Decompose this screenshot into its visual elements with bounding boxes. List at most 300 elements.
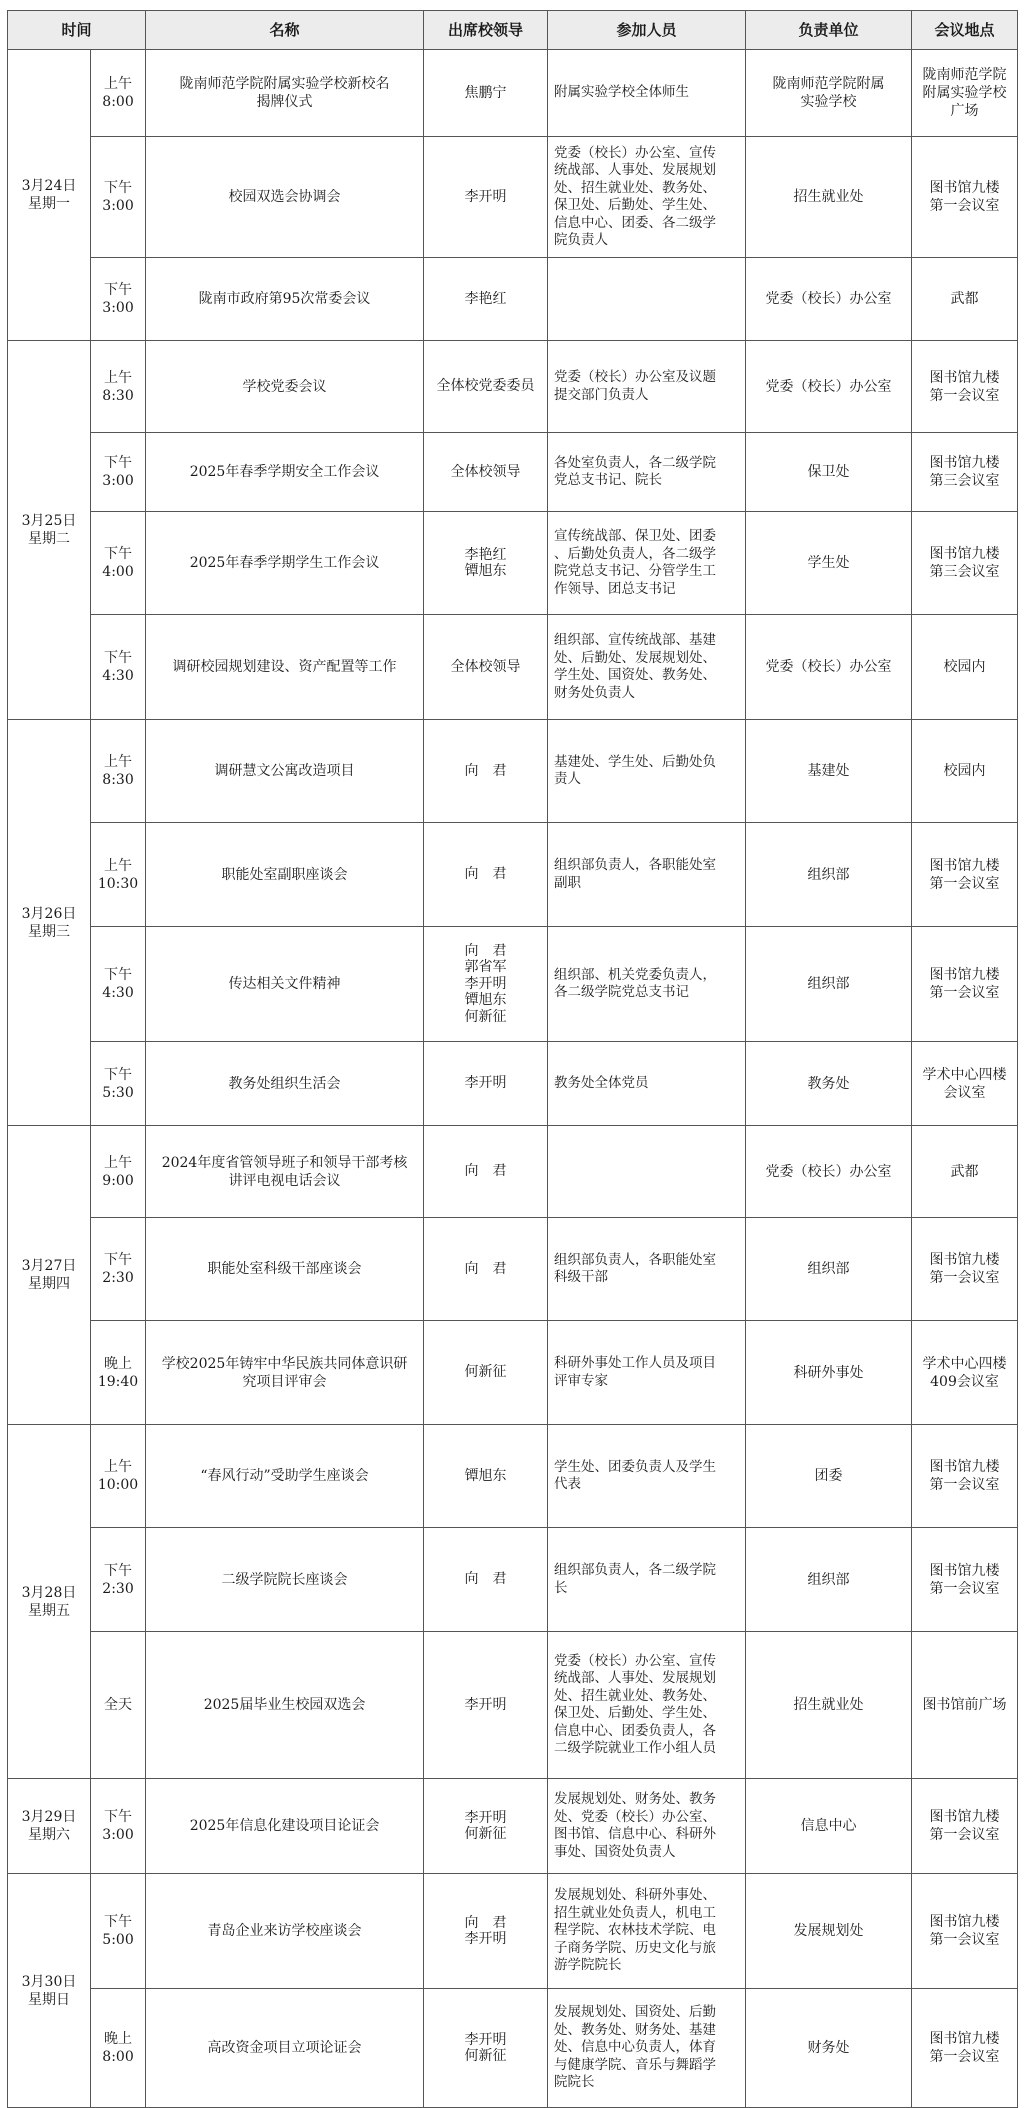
meeting-name-cell-line: 2025年信息化建设项目论证会 — [189, 1818, 380, 1834]
location-cell — [912, 1989, 1018, 2108]
location-cell-line: 409会议室 — [930, 1373, 999, 1390]
date-cell-line: 星期六 — [28, 1827, 70, 1843]
participants-cell-line: 保卫处、后勤处、学生处、 — [554, 197, 717, 213]
date-cell — [8, 50, 91, 341]
participants-cell-line: 学生处、团委负责人及学生 — [554, 1458, 717, 1475]
time-cell — [91, 433, 146, 512]
participants-cell-line: 二级学院就业工作小组人员 — [554, 1740, 717, 1756]
meeting-name-cell-line: “春风行动”受助学生座谈会 — [200, 1468, 369, 1484]
time-cell-line: 晚上 — [104, 1355, 132, 1372]
location-cell-line: 图书馆九楼 — [929, 1252, 1000, 1268]
meeting-name-cell — [146, 1989, 424, 2108]
time-cell-line: 8:00 — [102, 94, 134, 110]
time-cell — [91, 512, 146, 615]
table-row — [8, 1989, 1018, 2108]
participants-cell-line: 院负责人 — [554, 232, 609, 248]
meeting-name-cell-line: 二级学院院长座谈会 — [221, 1571, 348, 1588]
meeting-name-cell-line: 调研校园规划建设、资产配置等工作 — [172, 659, 397, 675]
responsible-unit-cell-line: 党委（校长）办公室 — [765, 1163, 892, 1180]
attending-leader-cell — [424, 137, 548, 258]
time-cell — [91, 1528, 146, 1632]
time-cell-line: 5:30 — [102, 1084, 134, 1101]
location-cell-line: 图书馆九楼 — [929, 1914, 1000, 1930]
meeting-name-cell — [146, 1528, 424, 1632]
time-cell-line: 10:00 — [97, 1477, 139, 1493]
responsible-unit-cell — [746, 258, 912, 341]
attending-leader-cell-line: 向 君 — [464, 866, 507, 883]
attending-leader-cell-line: 全体校领导 — [450, 658, 521, 675]
responsible-unit-cell-line: 招生就业处 — [793, 1697, 864, 1713]
meeting-name-cell-line: 学校2025年铸牢中华民族共同体意识研 — [161, 1355, 408, 1372]
time-cell-line: 下午 — [104, 967, 132, 983]
date-cell-line: 3月30日 — [21, 1973, 77, 1990]
responsible-unit-cell — [746, 50, 912, 137]
attending-leader-cell-line: 向 君 — [464, 1571, 507, 1588]
time-cell — [91, 615, 146, 720]
responsible-unit-cell-line: 党委（校长）办公室 — [765, 291, 892, 307]
meeting-name-cell-line: 2025年春季学期学生工作会议 — [189, 555, 380, 571]
responsible-unit-cell-line: 科研外事处 — [793, 1364, 864, 1381]
participants-cell — [548, 258, 746, 341]
location-cell-line: 第三会议室 — [929, 564, 1000, 580]
attending-leader-cell — [424, 1632, 548, 1779]
meeting-name-cell-line: 调研慧文公寓改造项目 — [214, 763, 355, 779]
time-cell-line: 8:00 — [102, 2049, 134, 2065]
participants-cell-line: 组织部负责人，各职能处室 — [554, 1251, 717, 1268]
participants-cell-line: 各二级学院党总支书记 — [554, 984, 690, 1000]
date-cell-line: 星期日 — [28, 1991, 70, 2008]
participants-cell-line: 代表 — [554, 1476, 582, 1492]
responsible-unit-cell — [746, 1989, 912, 2108]
location-cell — [912, 1779, 1018, 1874]
responsible-unit-cell-line: 教务处 — [807, 1075, 850, 1092]
date-cell — [8, 1874, 91, 2108]
attending-leader-cell-line: 镡旭东 — [464, 992, 507, 1009]
date-cell — [8, 1126, 91, 1425]
time-cell-line: 3:00 — [102, 300, 134, 316]
time-cell-line: 3:00 — [102, 198, 134, 214]
time-cell — [91, 341, 146, 433]
meeting-name-cell-line: 职能处室科级干部座谈会 — [207, 1261, 362, 1277]
participants-cell-line: 事处、国资处负责人 — [554, 1843, 676, 1860]
date-cell — [8, 720, 91, 1126]
participants-cell-line: 院院长 — [554, 2074, 595, 2091]
responsible-unit-cell — [746, 1528, 912, 1632]
location-cell — [912, 1218, 1018, 1321]
attending-leader-cell-line: 李开明 — [464, 2031, 507, 2048]
location-cell-line: 第一会议室 — [929, 1932, 1000, 1948]
attending-leader-cell — [424, 1874, 548, 1989]
attending-leader-cell — [424, 50, 548, 137]
table-row — [8, 1632, 1018, 1779]
participants-cell-line: 处、后勤处、发展规划处、 — [554, 649, 717, 666]
meeting-name-cell — [146, 1874, 424, 1989]
responsible-unit-cell — [746, 1042, 912, 1126]
location-cell-line: 图书馆九楼 — [929, 546, 1000, 562]
location-cell-line: 校园内 — [943, 763, 986, 779]
meeting-name-cell — [146, 720, 424, 823]
location-cell — [912, 1042, 1018, 1126]
time-cell — [91, 1042, 146, 1126]
participants-cell-line: 发展规划处、国资处、后勤 — [554, 2004, 717, 2021]
participants-cell-line: 评审专家 — [554, 1372, 609, 1389]
time-cell — [91, 137, 146, 258]
meeting-name-cell — [146, 1779, 424, 1874]
location-cell-line: 图书馆九楼 — [929, 1809, 1000, 1825]
meeting-name-cell — [146, 50, 424, 137]
meeting-name-cell — [146, 1321, 424, 1425]
participants-cell-line: 统战部、人事处、发展规划 — [554, 162, 717, 178]
table-row — [8, 50, 1018, 137]
meeting-name-cell-line: 2025年春季学期安全工作会议 — [189, 464, 380, 480]
location-cell-line: 第一会议室 — [929, 198, 1000, 214]
meeting-name-cell-line: 教务处组织生活会 — [228, 1075, 341, 1092]
time-cell — [91, 1874, 146, 1989]
attending-leader-cell-line: 李开明 — [464, 1696, 507, 1713]
date-cell-line: 3月28日 — [21, 1584, 77, 1601]
attending-leader-cell-line: 全体校党委委员 — [436, 378, 535, 395]
meeting-name-cell-line: 究项目评审会 — [242, 1373, 327, 1390]
attending-leader-cell-line: 何新征 — [464, 1008, 507, 1025]
location-cell — [912, 1321, 1018, 1425]
location-cell-line: 图书馆前广场 — [922, 1697, 1007, 1713]
participants-cell-line: 责人 — [554, 771, 582, 787]
participants-cell — [548, 341, 746, 433]
time-cell-line: 下午 — [104, 546, 132, 562]
date-cell-line: 星期三 — [28, 923, 70, 940]
participants-cell-line: 组织部负责人，各二级学院 — [554, 1562, 717, 1578]
attending-leader-cell — [424, 1425, 548, 1528]
location-cell — [912, 137, 1018, 258]
time-cell — [91, 1126, 146, 1218]
location-cell-line: 校园内 — [943, 659, 986, 675]
participants-cell-line: 组织部、宣传统战部、基建 — [554, 632, 717, 648]
participants-cell-line: 基建处、学生处、后勤处负 — [554, 753, 717, 770]
responsible-unit-cell-line: 信息中心 — [800, 1818, 857, 1834]
attending-leader-cell-line: 全体校领导 — [450, 463, 521, 480]
responsible-unit-cell — [746, 1632, 912, 1779]
participants-cell — [548, 1218, 746, 1321]
participants-cell-line: 处、信息中心负责人，体育 — [554, 2039, 717, 2056]
attending-leader-cell — [424, 1779, 548, 1874]
participants-cell-line: 提交部门负责人 — [554, 386, 649, 403]
participants-cell — [548, 1989, 746, 2108]
attending-leader-cell-line: 向 君 — [464, 1914, 507, 1931]
time-cell-line: 下午 — [104, 1562, 132, 1579]
time-cell-line: 4:00 — [102, 564, 134, 580]
time-cell — [91, 258, 146, 341]
attending-leader-cell-line: 向 君 — [464, 762, 507, 779]
time-cell — [91, 1989, 146, 2108]
participants-cell-line: 副职 — [554, 874, 582, 891]
meeting-name-cell — [146, 258, 424, 341]
meeting-name-cell — [146, 1425, 424, 1528]
time-cell — [91, 720, 146, 823]
location-cell-line: 图书馆九楼 — [929, 1562, 1000, 1579]
participants-cell-line: 院党总支书记、分管学生工 — [554, 563, 717, 579]
participants-cell — [548, 1126, 746, 1218]
time-cell — [91, 823, 146, 927]
header-unit: 负责单位 — [746, 11, 912, 50]
time-cell-line: 下午 — [104, 1252, 132, 1268]
meeting-name-cell — [146, 341, 424, 433]
date-cell-line: 星期二 — [28, 531, 70, 547]
participants-cell — [548, 1042, 746, 1126]
attending-leader-cell-line: 向 君 — [464, 942, 507, 959]
responsible-unit-cell-line: 组织部 — [807, 1261, 850, 1277]
time-cell-line: 5:00 — [102, 1932, 134, 1948]
attending-leader-cell — [424, 258, 548, 341]
location-cell — [912, 927, 1018, 1042]
meeting-name-cell — [146, 512, 424, 615]
location-cell-line: 第一会议室 — [929, 875, 1000, 892]
location-cell-line: 第一会议室 — [929, 985, 1000, 1001]
responsible-unit-cell — [746, 137, 912, 258]
time-cell-line: 全天 — [104, 1697, 132, 1713]
location-cell-line: 广场 — [950, 103, 979, 119]
date-cell-line: 3月24日 — [21, 178, 77, 194]
participants-cell-line: 作领导、团总支书记 — [554, 580, 676, 597]
participants-cell — [548, 1321, 746, 1425]
time-cell-line: 上午 — [104, 1459, 132, 1475]
meeting-name-cell-line: 职能处室副职座谈会 — [221, 866, 348, 883]
responsible-unit-cell — [746, 512, 912, 615]
responsible-unit-cell-line: 陇南师范学院附属 — [772, 76, 885, 92]
participants-cell — [548, 1779, 746, 1874]
participants-cell — [548, 433, 746, 512]
time-cell-line: 上午 — [104, 369, 132, 386]
meeting-name-cell — [146, 927, 424, 1042]
participants-cell-line: 财务处负责人 — [554, 684, 636, 701]
table-row — [8, 720, 1018, 823]
meeting-name-cell — [146, 1632, 424, 1779]
participants-cell — [548, 137, 746, 258]
meeting-name-cell-line: 2025届毕业生校园双选会 — [203, 1697, 366, 1713]
meeting-name-cell-line: 讲评电视电话会议 — [228, 1172, 341, 1189]
participants-cell-line: 发展规划处、科研外事处、 — [554, 1887, 717, 1904]
location-cell — [912, 615, 1018, 720]
attending-leader-cell-line: 何新征 — [464, 1826, 507, 1842]
time-cell-line: 3:00 — [102, 1827, 134, 1843]
responsible-unit-cell-line: 党委（校长）办公室 — [765, 378, 892, 395]
date-cell-line: 3月26日 — [21, 905, 77, 922]
attending-leader-cell — [424, 1218, 548, 1321]
time-cell-line: 上午 — [104, 1154, 132, 1171]
location-cell — [912, 1874, 1018, 1989]
attending-leader-cell-line: 镡旭东 — [464, 1467, 507, 1484]
location-cell — [912, 1425, 1018, 1528]
attending-leader-cell-line: 郭省军 — [464, 959, 507, 976]
meeting-name-cell — [146, 1218, 424, 1321]
table-body — [8, 50, 1018, 2108]
attending-leader-cell — [424, 1042, 548, 1126]
attending-leader-cell — [424, 1126, 548, 1218]
attending-leader-cell-line: 李开明 — [464, 975, 507, 992]
location-cell-line: 图书馆九楼 — [929, 857, 1000, 874]
time-cell-line: 下午 — [104, 455, 132, 471]
meeting-name-cell-line: 传达相关文件精神 — [228, 976, 341, 992]
time-cell-line: 上午 — [104, 857, 132, 874]
participants-cell-line: 游学院院长 — [554, 1957, 622, 1974]
responsible-unit-cell — [746, 1874, 912, 1989]
participants-cell — [548, 512, 746, 615]
responsible-unit-cell-line: 招生就业处 — [793, 189, 864, 205]
time-cell — [91, 1321, 146, 1425]
attending-leader-cell-line: 镡旭东 — [464, 563, 507, 579]
responsible-unit-cell — [746, 720, 912, 823]
participants-cell-line: 信息中心、团委负责人，各 — [554, 1722, 717, 1739]
responsible-unit-cell — [746, 1126, 912, 1218]
participants-cell-line: 党委（校长）办公室、宣传 — [554, 1652, 717, 1669]
table-row — [8, 433, 1018, 512]
participants-cell-line: 处、教务处、财务处、基建 — [554, 2021, 717, 2038]
participants-cell-line: 学生处、国资处、教务处、 — [554, 667, 717, 683]
responsible-unit-cell — [746, 823, 912, 927]
time-cell-line: 上午 — [104, 76, 132, 92]
meeting-name-cell — [146, 137, 424, 258]
location-cell — [912, 341, 1018, 433]
meeting-name-cell-line: 陇南师范学院附属实验学校新校名 — [179, 76, 390, 92]
participants-cell-line: 科级干部 — [554, 1269, 609, 1285]
time-cell-line: 下午 — [104, 282, 132, 298]
responsible-unit-cell — [746, 615, 912, 720]
attending-leader-cell — [424, 512, 548, 615]
table-row — [8, 927, 1018, 1042]
table-row — [8, 1425, 1018, 1528]
table-row — [8, 1042, 1018, 1126]
responsible-unit-cell — [746, 1425, 912, 1528]
meeting-name-cell-line: 青岛企业来访学校座谈会 — [207, 1923, 362, 1939]
time-cell-line: 晚上 — [104, 2031, 132, 2047]
attending-leader-cell — [424, 615, 548, 720]
time-cell-line: 2:30 — [102, 1580, 134, 1597]
participants-cell — [548, 1528, 746, 1632]
header-name: 名称 — [146, 11, 424, 50]
participants-cell — [548, 1874, 746, 1989]
participants-cell-line: 教务处全体党员 — [554, 1074, 649, 1091]
time-cell-line: 10:30 — [97, 875, 139, 892]
attending-leader-cell-line: 李艳红 — [464, 290, 507, 307]
date-cell — [8, 1779, 91, 1874]
attending-leader-cell-line: 李开明 — [464, 1809, 507, 1826]
participants-cell-line: 发展规划处、财务处、教务 — [554, 1791, 717, 1807]
attending-leader-cell-line: 李艳红 — [464, 546, 507, 563]
time-cell-line: 4:30 — [102, 985, 134, 1001]
date-cell — [8, 1425, 91, 1779]
attending-leader-cell — [424, 1528, 548, 1632]
participants-cell-line: 党委（校长）办公室及议题 — [554, 369, 717, 385]
location-cell-line: 武都 — [950, 291, 979, 307]
time-cell-line: 上午 — [104, 754, 132, 770]
location-cell-line: 会议室 — [943, 1084, 986, 1101]
location-cell-line: 图书馆九楼 — [929, 455, 1000, 471]
participants-cell-line: 招生就业处负责人，机电工 — [554, 1904, 717, 1921]
header-time: 时间 — [8, 11, 146, 50]
responsible-unit-cell-line: 发展规划处 — [793, 1923, 864, 1939]
time-cell — [91, 1425, 146, 1528]
table-row — [8, 1321, 1018, 1425]
participants-cell — [548, 720, 746, 823]
participants-cell-line: 统战部、人事处、发展规划 — [554, 1670, 717, 1686]
table-row — [8, 1126, 1018, 1218]
location-cell-line: 学术中心四楼 — [922, 1066, 1007, 1083]
table-row — [8, 512, 1018, 615]
participants-cell — [548, 1425, 746, 1528]
responsible-unit-cell-line: 保卫处 — [807, 464, 850, 480]
table-row — [8, 823, 1018, 927]
location-cell-line: 图书馆九楼 — [929, 1459, 1000, 1475]
attending-leader-cell-line: 何新征 — [464, 2048, 507, 2064]
participants-cell-line: 与健康学院、音乐与舞蹈学 — [554, 2056, 717, 2073]
table-header — [8, 11, 1018, 50]
location-cell — [912, 823, 1018, 927]
participants-cell — [548, 1632, 746, 1779]
location-cell-line: 图书馆九楼 — [929, 2031, 1000, 2047]
participants-cell-line: 子商务学院、历史文化与旅 — [554, 1939, 717, 1956]
participants-cell-line: 党总支书记、院长 — [554, 472, 663, 488]
location-cell-line: 武都 — [950, 1163, 979, 1180]
responsible-unit-cell — [746, 433, 912, 512]
responsible-unit-cell-line: 组织部 — [807, 976, 850, 992]
date-cell-line: 星期四 — [28, 1276, 70, 1292]
location-cell-line: 第一会议室 — [929, 1580, 1000, 1597]
participants-cell-line: 宣传统战部、保卫处、团委 — [554, 528, 717, 544]
responsible-unit-cell — [746, 1218, 912, 1321]
table-row — [8, 1779, 1018, 1874]
attending-leader-cell — [424, 1989, 548, 2108]
location-cell — [912, 50, 1018, 137]
table-row — [8, 341, 1018, 433]
location-cell-line: 图书馆九楼 — [929, 967, 1000, 983]
responsible-unit-cell-line: 学生处 — [807, 555, 850, 571]
participants-cell — [548, 615, 746, 720]
location-cell-line: 陇南师范学院 — [922, 67, 1007, 83]
responsible-unit-cell — [746, 927, 912, 1042]
attending-leader-cell-line: 向 君 — [464, 1260, 507, 1277]
location-cell — [912, 720, 1018, 823]
participants-cell-line: 附属实验学校全体师生 — [554, 84, 690, 101]
meeting-name-cell-line: 校园双选会协调会 — [228, 189, 341, 205]
time-cell — [91, 1632, 146, 1779]
location-cell-line: 第一会议室 — [929, 387, 1000, 404]
participants-cell-line: 处、党委（校长）办公室、 — [554, 1808, 717, 1825]
time-cell-line: 下午 — [104, 180, 132, 196]
location-cell — [912, 1528, 1018, 1632]
participants-cell-line: 保卫处、后勤处、学生处、 — [554, 1705, 717, 1721]
meeting-name-cell-line: 2024年度省管领导班子和领导干部考核 — [161, 1154, 408, 1171]
table-row — [8, 1874, 1018, 1989]
participants-cell-line: 处、招生就业处、教务处、 — [554, 1687, 717, 1704]
responsible-unit-cell-line: 组织部 — [807, 866, 850, 883]
responsible-unit-cell — [746, 1779, 912, 1874]
responsible-unit-cell — [746, 341, 912, 433]
location-cell-line: 第一会议室 — [929, 2049, 1000, 2065]
location-cell — [912, 1632, 1018, 1779]
participants-cell — [548, 50, 746, 137]
participants-cell-line: 科研外事处工作人员及项目 — [554, 1355, 717, 1371]
meeting-name-cell-line: 高改资金项目立项论证会 — [207, 2040, 362, 2056]
participants-cell-line: 处、招生就业处、教务处、 — [554, 179, 717, 196]
participants-cell-line: 各处室负责人，各二级学院 — [554, 454, 717, 471]
participants-cell — [548, 823, 746, 927]
participants-cell-line: 党委（校长）办公室、宣传 — [554, 144, 717, 161]
responsible-unit-cell-line: 财务处 — [807, 2040, 850, 2056]
time-cell-line: 4:30 — [102, 668, 134, 684]
location-cell-line: 附属实验学校 — [922, 85, 1007, 101]
location-cell-line: 第三会议室 — [929, 473, 1000, 489]
meeting-name-cell-line: 揭牌仪式 — [256, 94, 313, 110]
time-cell-line: 下午 — [104, 1809, 132, 1825]
